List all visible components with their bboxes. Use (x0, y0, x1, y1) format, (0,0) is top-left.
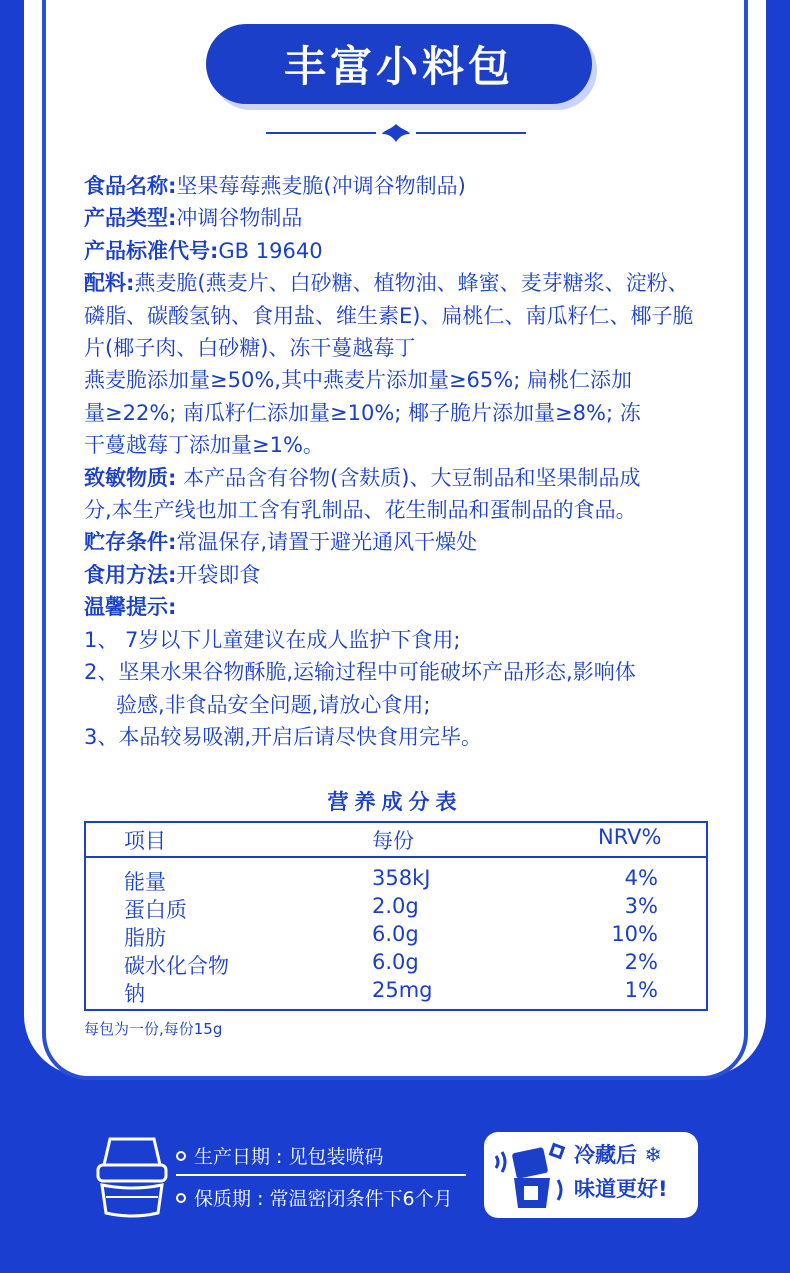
tip-item: 3、本品较易吸潮,开启后请尽快食用完毕。 (84, 724, 483, 749)
nutrition-table (84, 821, 708, 1011)
ingredients-line: 量≥22%; 南瓜籽仁添加量≥10%; 椰子脆片添加量≥8%; 冻 (84, 400, 641, 425)
tip-item: 2、坚果水果谷物酥脆,运输过程中可能破坏产品形态,影响体 (84, 660, 636, 685)
ingredients-line: 片(椰子肉、白砂糖)、冻干蔓越莓丁 (84, 336, 416, 361)
product-info (84, 170, 724, 753)
snowflake-icon: ❄ (637, 1143, 662, 1167)
table-row: 脂肪 6.0g 10% (124, 922, 658, 950)
table-row: 钠 25mg 1% (124, 978, 658, 1006)
header-nrv: NRV% (598, 825, 662, 849)
storage-line: 贮存条件:常温保存,请置于避光通风干燥处 (84, 530, 478, 555)
info-type: 产品类型:冲调谷物制品 (84, 206, 303, 231)
ingredients-line: 燕麦脆添加量≥50%,其中燕麦片添加量≥65%; 扁桃仁添加 (84, 368, 632, 393)
page-title: 丰富小料包 (206, 24, 592, 104)
usage-line: 食用方法:开袋即食 (84, 562, 261, 587)
tips-heading: 温馨提示: (84, 595, 177, 620)
shelf-life: 保质期 : 常温密闭条件下6个月 (176, 1184, 453, 1211)
footer-divider (176, 1174, 466, 1176)
table-row: 能量 358kJ 4% (124, 866, 658, 894)
info-standard: 产品标准代号:GB 19640 (84, 238, 323, 263)
nutrition-header (86, 823, 706, 858)
header-per-serving: 每份 (372, 829, 414, 853)
ornament-divider (266, 122, 526, 144)
ingredients-line: 干蔓越莓丁添加量≥1%。 (84, 433, 324, 458)
badge-text: 冷藏后 ❄ 味道更好! (574, 1143, 668, 1201)
info-name: 食品名称:坚果莓莓燕麦脆(冲调谷物制品) (84, 174, 466, 198)
production-date: 生产日期 : 见包装喷码 (176, 1142, 383, 1169)
tip-item: 1、 7岁以下儿童建议在成人监护下食用; (84, 627, 461, 652)
allergen-line: 分,本生产线也加工含有乳制品、花生制品和蛋制品的食品。 (84, 498, 637, 523)
ingredients-line: 磷脂、碳酸氢钠、食用盐、维生素E)、扁桃仁、南瓜籽仁、椰子脆 (84, 303, 694, 328)
bullet-icon (176, 1193, 186, 1203)
ice-cube-icon (492, 1138, 572, 1212)
table-row: 碳水化合物 6.0g 2% (124, 950, 658, 978)
serving-note: 每包为一份,每份15g (84, 1020, 223, 1038)
header-item: 项目 (124, 829, 166, 853)
tip-item: 验感,非食品安全问题,请放心食用; (116, 692, 431, 717)
ingredients-line: 配料:燕麦脆(燕麦片、白砂糖、植物油、蜂蜜、麦芽糖浆、淀粉、 (84, 271, 689, 296)
nutrition-title: 营养成分表 (327, 790, 463, 814)
bullet-icon (176, 1151, 186, 1161)
allergen-line: 致敏物质: 本产品含有谷物(含麸质)、大豆制品和坚果制品成 (84, 465, 641, 490)
table-row: 蛋白质 2.0g 3% (124, 894, 658, 922)
package-box-icon (96, 1135, 168, 1219)
